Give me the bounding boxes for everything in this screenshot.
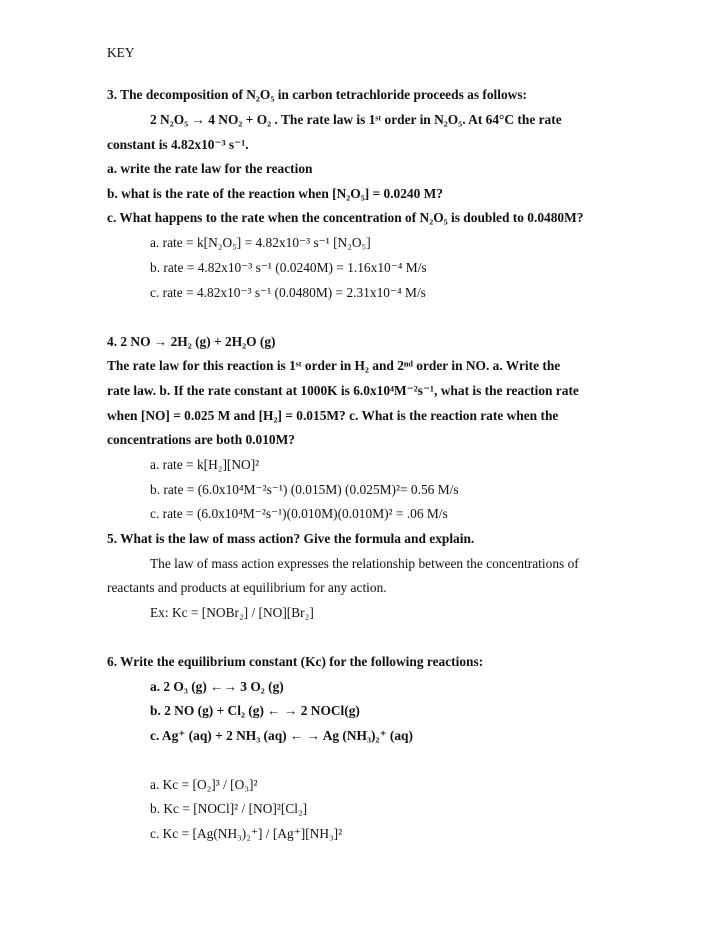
q3-part-c: c. What happens to the rate when the concentration of N₂O₅ is doubled to 0.0480M? [107,210,584,225]
q6-answer-c: c. Kc = [Ag(NH₃)₂⁺] / [Ag⁺][NH₃]² [150,826,343,841]
q3-answer-b: b. rate = 4.82x10⁻³ s⁻¹ (0.0240M) = 1.16x10⁻⁴ M/s [150,260,427,275]
key-label: KEY [107,45,135,60]
q3-part-b: b. what is the rate of the reaction when [N₂O₅] = 0.0240 M? [107,186,444,201]
q6-reaction-a: a. 2 O₃ (g) ←→ 3 O₂ (g) [150,679,284,694]
q5-title: 5. What is the law of mass action? Give the formula and explain. [107,531,475,546]
q6-reaction-b: b. 2 NO (g) + Cl₂ (g) ← → 2 NOCl(g) [150,703,360,718]
q6-answer-a: a. Kc = [O₂]³ / [O₃]² [150,777,258,792]
q4-answer-b: b. rate = (6.0x10⁴M⁻²s⁻¹) (0.015M) (0.025M)²= 0.56 M/s [150,482,459,497]
q3-constant: constant is 4.82x10⁻³ s⁻¹. [107,137,249,152]
q3-answer-c: c. rate = 4.82x10⁻³ s⁻¹ (0.0480M) = 2.31x10⁻⁴ M/s [150,285,426,300]
q4-answer-c: c. rate = (6.0x10⁴M⁻²s⁻¹)(0.010M)(0.010M)² = .06 M/s [150,506,448,521]
q5-example: Ex: Kc = [NOBr₂] / [NO][Br₂] [150,605,314,620]
q6-title: 6. Write the equilibrium constant (Kc) for the following reactions: [107,654,484,669]
q6-answer-b: b. Kc = [NOCl]² / [NO]²[Cl₂] [150,801,308,816]
q3-title: 3. The decomposition of N₂O₅ in carbon tetrachloride proceeds as follows: [107,87,528,102]
q6-reaction-c: c. Ag⁺ (aq) + 2 NH₃ (aq) ← → Ag (NH₃)₂⁺ (aq) [150,728,413,743]
q4-text-3: when [NO] = 0.025 M and [H₂] = 0.015M? c. What is the reaction rate when the [107,408,559,423]
q4-text-4: concentrations are both 0.010M? [107,432,295,447]
q5-answer-1: The law of mass action expresses the relationship between the concentrations of [150,556,579,571]
q4-text-1: The rate law for this reaction is 1ˢᵗ order in H₂ and 2ⁿᵈ order in NO. a. Write the [107,358,561,373]
q3-equation: 2 N₂O₅ → 4 NO₂ + O₂ . The rate law is 1ˢᵗ order in N₂O₅. At 64°C the rate [150,112,562,127]
q4-answer-a: a. rate = k[H₂][NO]² [150,457,260,472]
q5-answer-2: reactants and products at equilibrium for any action. [107,580,387,595]
q3-answer-a: a. rate = k[N₂O₅] = 4.82x10⁻³ s⁻¹ [N₂O₅] [150,235,371,250]
q3-part-a: a. write the rate law for the reaction [107,161,313,176]
q4-title: 4. 2 NO → 2H₂ (g) + 2H₂O (g) [107,334,276,349]
q4-text-2: rate law. b. If the rate constant at 1000K is 6.0x10⁴M⁻²s⁻¹, what is the reaction rate [107,383,579,398]
